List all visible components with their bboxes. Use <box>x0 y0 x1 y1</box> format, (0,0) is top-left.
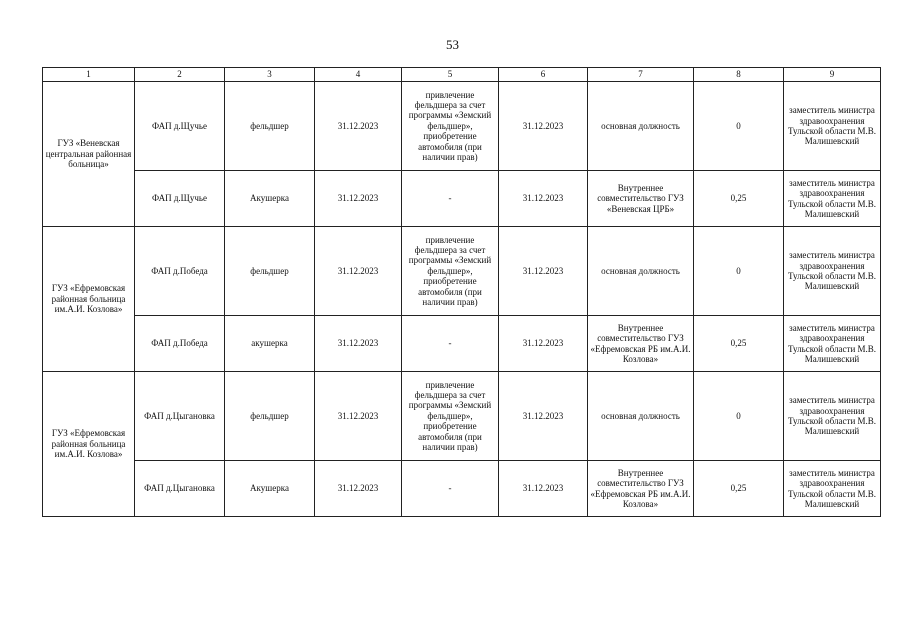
date-cell: 31.12.2023 <box>499 82 588 171</box>
column-header: 3 <box>225 68 315 82</box>
job-type-cell: Внутреннее совместительство ГУЗ «Ефремовская РБ им.А.И. Козлова» <box>588 316 694 372</box>
institution-cell: ГУЗ «Веневская центральная районная больница» <box>43 82 135 227</box>
measures-cell: - <box>402 461 499 517</box>
plan-table <box>42 67 881 517</box>
job-type-cell: Внутреннее совместительство ГУЗ «Веневская ЦРБ» <box>588 171 694 227</box>
position-cell: фельдшер <box>225 82 315 171</box>
point-cell: ФАП д.Победа <box>135 316 225 372</box>
responsible-cell: заместитель министра здравоохранения Тульской области М.В. Малишевский <box>784 171 881 227</box>
responsible-cell: заместитель министра здравоохранения Тульской области М.В. Малишевский <box>784 227 881 316</box>
date-cell: 31.12.2023 <box>499 227 588 316</box>
rate-cell: 0,25 <box>694 316 784 372</box>
rate-cell: 0,25 <box>694 461 784 517</box>
date-cell: 31.12.2023 <box>315 461 402 517</box>
table-row <box>43 461 881 517</box>
page-number: 53 <box>446 37 459 52</box>
position-cell: фельдшер <box>225 227 315 316</box>
date-cell: 31.12.2023 <box>315 171 402 227</box>
column-header: 7 <box>588 68 694 82</box>
column-header: 5 <box>402 68 499 82</box>
institution-cell: ГУЗ «Ефремовская районная больница им.А.И. Козлова» <box>43 227 135 372</box>
table-row <box>43 227 881 316</box>
job-type-cell: Внутреннее совместительство ГУЗ «Ефремовская РБ им.А.И. Козлова» <box>588 461 694 517</box>
table-row <box>43 372 881 461</box>
table-row <box>43 316 881 372</box>
position-cell: Акушерка <box>225 461 315 517</box>
point-cell: ФАП д.Победа <box>135 227 225 316</box>
responsible-cell: заместитель министра здравоохранения Тульской области М.В. Малишевский <box>784 82 881 171</box>
point-cell: ФАП д.Щучье <box>135 82 225 171</box>
rate-cell: 0 <box>694 82 784 171</box>
column-header: 1 <box>43 68 135 82</box>
institution-cell: ГУЗ «Ефремовская районная больница им.А.И. Козлова» <box>43 372 135 517</box>
date-cell: 31.12.2023 <box>499 461 588 517</box>
job-type-cell: основная должность <box>588 82 694 171</box>
measures-cell: - <box>402 316 499 372</box>
date-cell: 31.12.2023 <box>315 372 402 461</box>
rate-cell: 0,25 <box>694 171 784 227</box>
point-cell: ФАП д.Цыгановка <box>135 372 225 461</box>
table-row <box>43 82 881 171</box>
date-cell: 31.12.2023 <box>499 316 588 372</box>
date-cell: 31.12.2023 <box>315 82 402 171</box>
job-type-cell: основная должность <box>588 372 694 461</box>
position-cell: Акушерка <box>225 171 315 227</box>
measures-cell: привлечение фельдшера за счет программы «Земский фельдшер», приобретение автомобиля (при наличии прав) <box>402 82 499 171</box>
position-cell: акушерка <box>225 316 315 372</box>
date-cell: 31.12.2023 <box>315 227 402 316</box>
rate-cell: 0 <box>694 372 784 461</box>
rate-cell: 0 <box>694 227 784 316</box>
responsible-cell: заместитель министра здравоохранения Тульской области М.В. Малишевский <box>784 316 881 372</box>
measures-cell: привлечение фельдшера за счет программы «Земский фельдшер», приобретение автомобиля (при наличии прав) <box>402 372 499 461</box>
column-header: 2 <box>135 68 225 82</box>
date-cell: 31.12.2023 <box>315 316 402 372</box>
job-type-cell: основная должность <box>588 227 694 316</box>
position-cell: фельдшер <box>225 372 315 461</box>
column-header: 6 <box>499 68 588 82</box>
point-cell: ФАП д.Щучье <box>135 171 225 227</box>
header-row <box>43 68 881 82</box>
responsible-cell: заместитель министра здравоохранения Тульской области М.В. Малишевский <box>784 461 881 517</box>
responsible-cell: заместитель министра здравоохранения Тульской области М.В. Малишевский <box>784 372 881 461</box>
point-cell: ФАП д.Цыгановка <box>135 461 225 517</box>
measures-cell: привлечение фельдшера за счет программы «Земский фельдшер», приобретение автомобиля (при наличии прав) <box>402 227 499 316</box>
date-cell: 31.12.2023 <box>499 372 588 461</box>
date-cell: 31.12.2023 <box>499 171 588 227</box>
column-header: 4 <box>315 68 402 82</box>
column-header: 8 <box>694 68 784 82</box>
column-header: 9 <box>784 68 881 82</box>
table-row <box>43 171 881 227</box>
measures-cell: - <box>402 171 499 227</box>
